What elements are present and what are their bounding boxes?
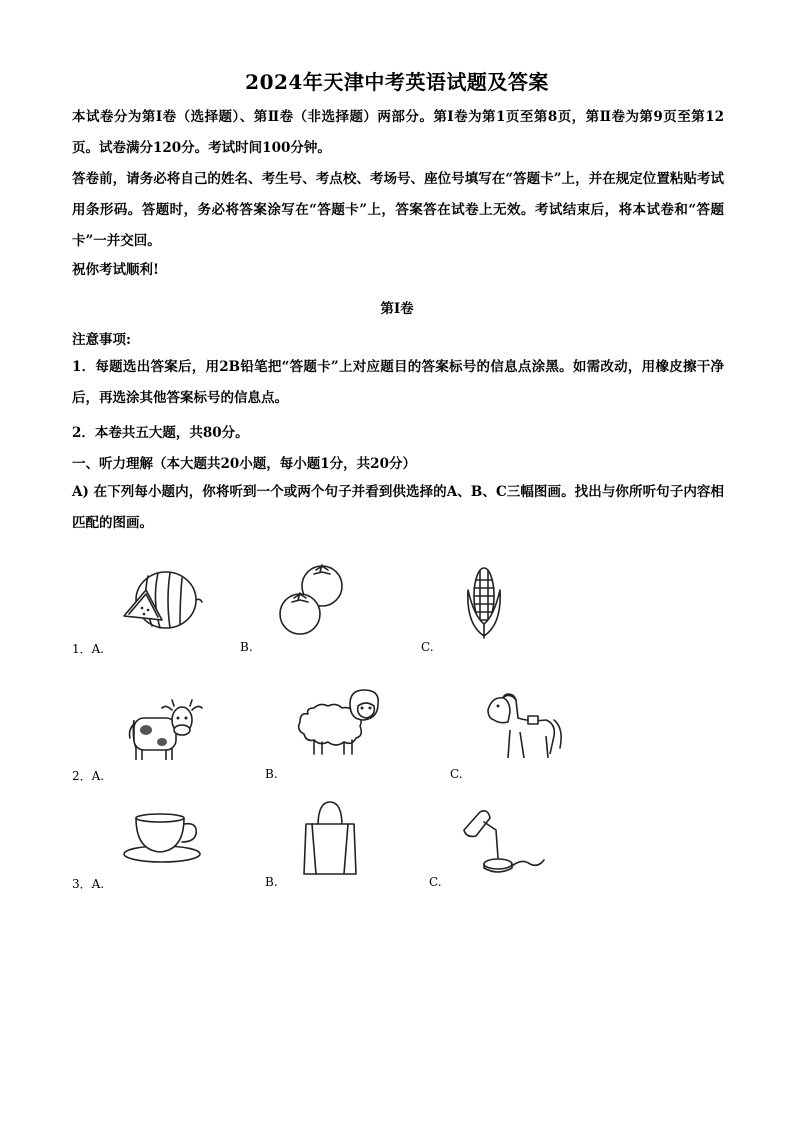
part1-instruction: A) 在下列每小题内，你将听到一个或两个句子并看到供选择的A、B、C三幅图画。找出与你所听句子内容相匹配的图画。	[72, 484, 724, 531]
note-1: 1．每题选出答案后，用2B铅笔把“答题卡”上对应题目的答案标号的信息点涂黑。如需改动，用橡皮擦干净后，再选涂其他答案标号的信息点。	[72, 359, 724, 406]
note-2: 2．本卷共五大题，共80分。	[72, 425, 249, 441]
q3-option-a-label: 3．A.	[72, 877, 105, 891]
q1-option-b-label: B.	[240, 640, 253, 654]
tote-bag-icon	[302, 800, 358, 880]
corn-icon	[462, 564, 506, 644]
before-exam-paragraph: 答卷前，请务必将自己的姓名、考生号、考点校、考场号、座位号填写在“答题卡”上，并在规定位置粘贴考试用条形码。答题时，务必将答案涂写在“答题卡”上，答案答在试卷上无效。考试结束后，将本试卷和“答题卡”一并交回。	[72, 171, 724, 249]
watermelon-icon	[122, 570, 202, 638]
q2-option-b-label: B.	[265, 767, 278, 781]
q3-option-c-label: C.	[429, 875, 442, 889]
q2-option-a-label: 2．A.	[72, 769, 105, 783]
q2-option-c-label: C.	[450, 767, 463, 781]
desk-lamp-icon	[460, 806, 546, 880]
teacup-icon	[122, 812, 206, 868]
q3-option-b-label: B.	[265, 875, 278, 889]
notes-heading: 注意事项:	[72, 332, 131, 348]
section-title: 第Ⅰ卷	[380, 301, 414, 317]
q1-option-c-label: C.	[421, 640, 434, 654]
horse-icon	[484, 690, 564, 766]
page-title: 2024年天津中考英语试题及答案	[245, 70, 549, 94]
intro-paragraph: 本试卷分为第Ⅰ卷（选择题）、第Ⅱ卷（非选择题）两部分。第Ⅰ卷为第1页至第8页，第Ⅱ卷为第9页至第12页。试卷满分120分。考试时间100分钟。	[72, 109, 724, 156]
q1-option-a-label: 1．A.	[72, 642, 105, 656]
cow-icon	[126, 698, 198, 768]
part1-heading: 一、听力理解（本大题共20小题，每小题1分，共20分）	[72, 456, 416, 472]
tomato-icon	[276, 562, 348, 640]
sheep-icon	[296, 684, 380, 760]
good-luck-text: 祝你考试顺利!	[72, 262, 159, 278]
